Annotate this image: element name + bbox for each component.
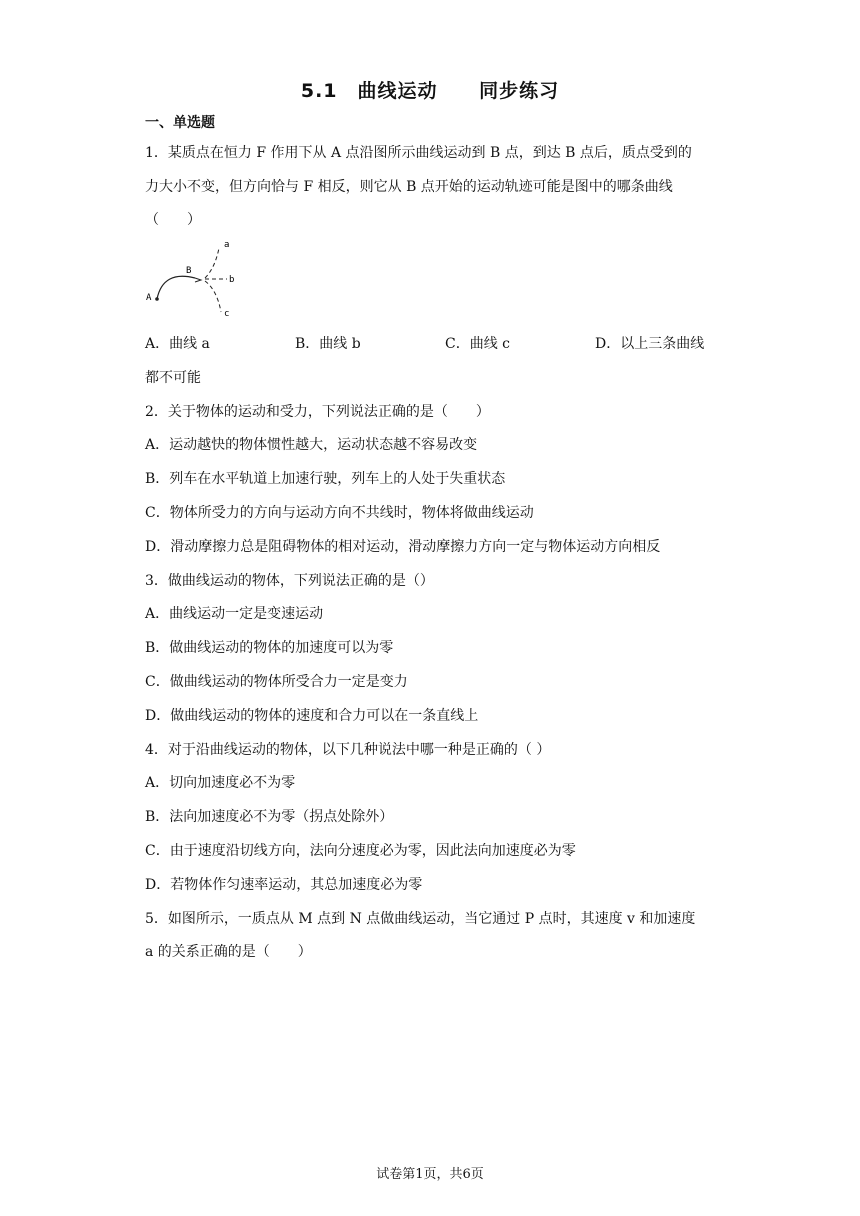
label-c: c (224, 309, 230, 319)
q2-option-a: A．运动越快的物体惯性越大，运动状态越不容易改变 (145, 437, 478, 453)
q1-option-d: D．以上三条曲线 (595, 336, 705, 352)
q3-option-a: A．曲线运动一定是变速运动 (145, 606, 324, 622)
q4-option-a: A．切向加速度必不为零 (145, 775, 296, 791)
q1-trajectory-figure (143, 240, 243, 322)
label-a: a (224, 240, 230, 250)
q4-stem: 4．对于沿曲线运动的物体，以下几种说法中哪一种是正确的（ ） (145, 742, 551, 758)
q3-option-b: B．做曲线运动的物体的加速度可以为零 (145, 640, 394, 656)
q1-option-d-continued: 都不可能 (145, 370, 201, 386)
q1-option-a: A．曲线 a (145, 336, 210, 352)
q1-stem-line2: 力大小不变，但方向恰与 F 相反，则它从 B 点开始的运动轨迹可能是图中的哪条曲线 (145, 179, 673, 195)
point-a (155, 297, 159, 301)
q1-stem-line3: （ ） (145, 212, 201, 228)
label-A: A (146, 293, 152, 303)
section-heading: 一、单选题 (145, 115, 215, 131)
curve-c (205, 281, 221, 312)
page-footer: 试卷第1页，共6页 (376, 1167, 484, 1182)
q2-option-b: B．列车在水平轨道上加速行驶，列车上的人处于失重状态 (145, 471, 506, 487)
q1-stem-line1: 1．某质点在恒力 F 作用下从 A 点沿图所示曲线运动到 B 点，到达 B 点后，质点受到的 (145, 145, 692, 161)
q3-stem: 3．做曲线运动的物体，下列说法正确的是（） (145, 573, 434, 589)
q4-option-d: D．若物体作匀速率运动，其总加速度必为零 (145, 877, 423, 893)
q2-stem: 2．关于物体的运动和受力，下列说法正确的是（ ） (145, 404, 490, 420)
q3-option-d: D．做曲线运动的物体的速度和合力可以在一条直线上 (145, 708, 479, 724)
q4-option-b: B．法向加速度必不为零（拐点处除外） (145, 809, 394, 825)
arc-a-to-b (157, 276, 195, 299)
label-B: B (186, 266, 192, 276)
q2-option-d: D．滑动摩擦力总是阻碍物体的相对运动，滑动摩擦力方向一定与物体运动方向相反 (145, 539, 661, 555)
q1-option-b: B．曲线 b (295, 336, 361, 352)
q2-option-c: C．物体所受力的方向与运动方向不共线时，物体将做曲线运动 (145, 505, 534, 521)
label-b: b (229, 275, 235, 285)
q1-option-c: C．曲线 c (445, 336, 511, 352)
q4-option-c: C．由于速度沿切线方向，法向分速度必为零，因此法向加速度必为零 (145, 843, 576, 859)
q3-option-c: C．做曲线运动的物体所受合力一定是变力 (145, 674, 408, 690)
curve-a (205, 248, 219, 278)
q5-stem-line1: 5．如图所示，一质点从 M 点到 N 点做曲线运动，当它通过 P 点时，其速度 v 和加速度 (145, 911, 696, 927)
q5-stem-line2: a 的关系正确的是（ ） (145, 944, 312, 960)
page-title: 5.1 曲线运动 同步练习 (300, 80, 560, 102)
arrowhead (195, 278, 201, 282)
